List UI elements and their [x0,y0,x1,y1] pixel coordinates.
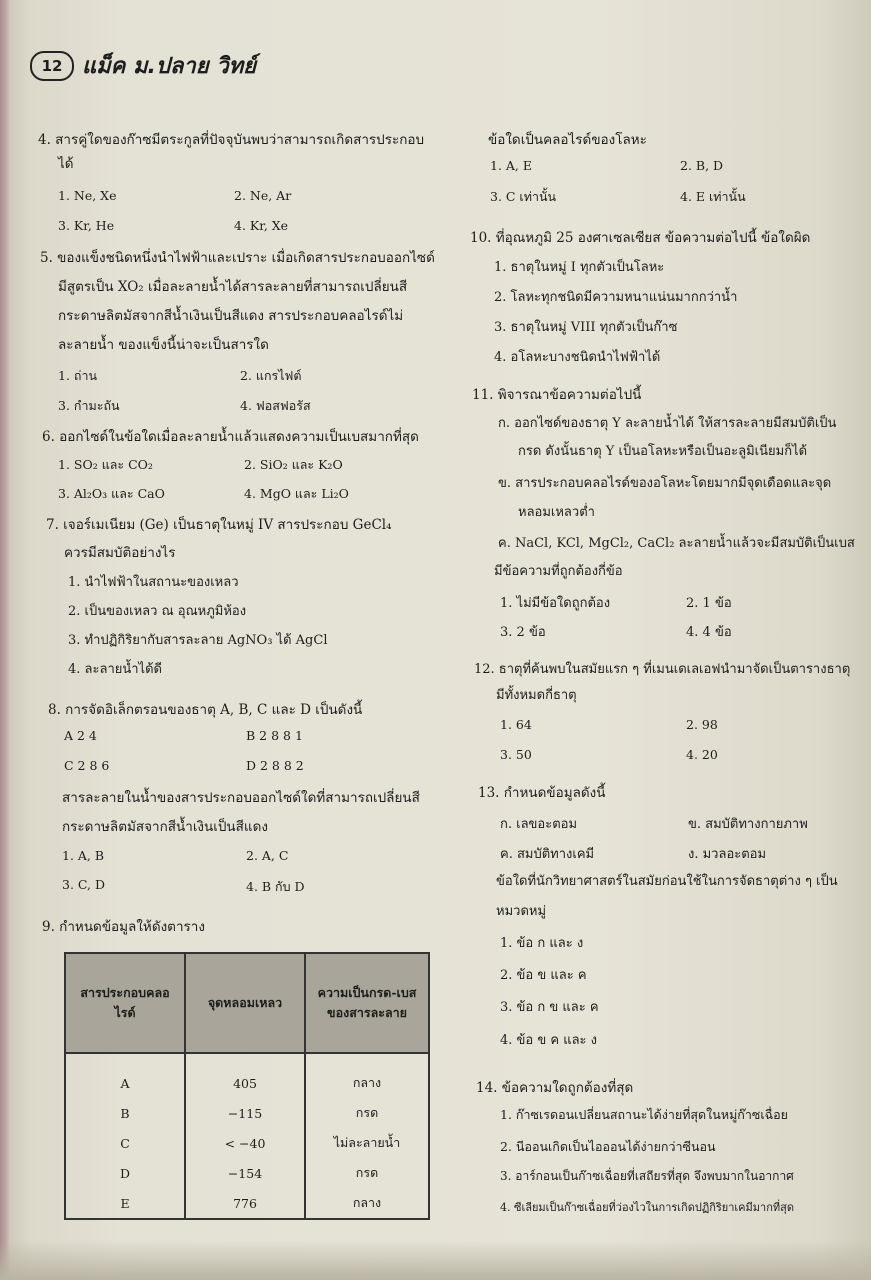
q10-option-2: 2. โลหะทุกชนิดมีความหนาแน่นมากกว่าน้ำ [494,290,738,305]
q5-line4: ละลายน้ำ ของแข็งนี้น่าจะเป็นสารใด [58,337,269,353]
brand-title: แม็ค ม.ปลาย วิทย์ [82,54,257,79]
q8-option-4: 4. B กับ D [246,879,305,894]
binding-edge [0,0,10,1280]
q4-option-3: 3. Kr, He [58,218,115,233]
q12-option-3: 3. 50 [500,747,532,762]
page-header [30,48,256,83]
q8-config-a: A 2 4 [64,728,97,743]
table-row [65,1098,429,1128]
q14-line1: 14. ข้อความใดถูกต้องที่สุด [476,1080,634,1096]
q9-line1: 9. กำหนดข้อมูลให้ดังตาราง [42,919,205,935]
q10-option-1: 1. ธาตุในหมู่ I ทุกตัวเป็นโลหะ [494,260,665,275]
q6-option-1: 1. SO₂ และ CO₂ [58,457,153,472]
q6-line1: 6. ออกไซด์ในข้อใดเมื่อละลายน้ำแล้วแสดงความเป็นเบสมากที่สุด [42,429,419,445]
table-header-row [65,953,429,1053]
q11-statement-a1: ก. ออกไซด์ของธาตุ Y ละลายน้ำได้ ให้สารละลายมีสมบัติเป็น [498,416,837,431]
q11-option-3: 3. 2 ข้อ [500,625,546,640]
q14-option-3: 3. อาร์กอนเป็นก๊าซเฉื่อยที่เสถียรที่สุด จึงพบมากในอากาศ [500,1169,794,1183]
table-cell: กรด [305,1158,429,1188]
q12-option-1: 1. 64 [500,717,532,732]
q13-item-d: ง. มวลอะตอม [688,847,767,862]
q9-option-3: 3. C เท่านั้น [490,189,557,204]
q13-option-4: 4. ข้อ ข ค และ ง [500,1033,598,1048]
q4-option-4: 4. Kr, Xe [234,218,289,233]
q13-line2: ข้อใดที่นักวิทยาศาสตร์ในสมัยก่อนใช้ในการจัดธาตุต่าง ๆ เป็น [496,874,838,889]
q14-option-1: 1. ก๊าซเรดอนเปลี่ยนสถานะได้ง่ายที่สุดในหมู่ก๊าซเฉื่อย [500,1107,788,1122]
table-row [65,1158,429,1188]
q9-option-1: 1. A, E [490,158,532,173]
q8-option-1: 1. A, B [62,848,105,863]
q11-option-2: 2. 1 ข้อ [686,596,732,611]
q13-option-2: 2. ข้อ ข และ ค [500,968,587,983]
table-cell: 405 [185,1053,305,1098]
table-row [65,1128,429,1158]
q8-option-2: 2. A, C [246,848,289,863]
q11-question: มีข้อความที่ถูกต้องกี่ข้อ [494,564,623,579]
q8-config-b: B 2 8 8 1 [246,728,303,743]
table-cell: กลาง [305,1188,429,1219]
q4-option-1: 1. Ne, Xe [58,188,117,203]
q4-option-2: 2. Ne, Ar [234,188,292,203]
q13-item-c: ค. สมบัติทางเคมี [500,847,595,862]
q5-line2: มีสูตรเป็น XO₂ เมื่อละลายน้ำได้สารละลายที่สามารถเปลี่ยนสี [58,279,408,295]
table-header-acid-base: ความเป็นกรด-เบสของสารละลาย [305,953,429,1053]
q9-table [64,952,430,1220]
q13-item-b: ข. สมบัติทางกายภาพ [688,817,808,832]
q8-config-c: C 2 8 6 [64,758,110,773]
page-shadow [0,1240,871,1280]
q13-option-1: 1. ข้อ ก และ ง [500,936,584,951]
table-cell: กรด [305,1098,429,1128]
q5-option-4: 4. ฟอสฟอรัส [240,398,311,413]
table-cell: D [65,1158,185,1188]
q7-line1: 7. เจอร์เมเนียม (Ge) เป็นธาตุในหมู่ IV สารประกอบ GeCl₄ [46,517,392,533]
q10-option-4: 4. อโลหะบางชนิดนำไฟฟ้าได้ [494,350,661,365]
page-number: 12 [30,51,74,81]
q7-option-4: 4. ละลายน้ำได้ดี [68,662,162,677]
q10-option-3: 3. ธาตุในหมู่ VIII ทุกตัวเป็นก๊าซ [494,320,678,335]
q7-option-3: 3. ทำปฏิกิริยากับสารละลาย AgNO₃ ได้ AgCl [68,633,328,648]
q14-option-4: 4. ซีเลียมเป็นก๊าซเฉื่อยที่ว่องไวในการเกิดปฏิกิริยาเคมีมากที่สุด [500,1201,794,1214]
table-cell: B [65,1098,185,1128]
q7-option-2: 2. เป็นของเหลว ณ อุณหภูมิห้อง [68,604,247,619]
q5-option-3: 3. กำมะถัน [58,398,120,413]
q7-option-1: 1. นำไฟฟ้าในสถานะของเหลว [68,575,239,590]
table-cell: 776 [185,1188,305,1219]
table-header-compound: สารประกอบคลอไรด์ [65,953,185,1053]
q4-line1: 4. สารคู่ใดของก๊าซมีตระกูลที่ปัจจุบันพบว่าสามารถเกิดสารประกอบ [38,132,425,148]
q11-option-1: 1. ไม่มีข้อใดถูกต้อง [500,596,611,611]
table-cell: ไม่ละลายน้ำ [305,1128,429,1158]
table-cell: A [65,1053,185,1098]
q11-statement-b1: ข. สารประกอบคลอไรด์ของอโลหะโดยมากมีจุดเดือดและจุด [498,476,832,491]
table-cell: −154 [185,1158,305,1188]
q8-config-d: D 2 8 8 2 [246,758,304,773]
q11-line1: 11. พิจารณาข้อความต่อไปนี้ [472,387,642,403]
q12-line2: มีทั้งหมดกี่ธาตุ [496,688,577,703]
q5-option-2: 2. แกรไฟต์ [240,368,302,383]
q13-option-3: 3. ข้อ ก ข และ ค [500,1000,599,1015]
q5-option-1: 1. ถ่าน [58,368,98,383]
q13-item-a: ก. เลขอะตอม [500,817,578,832]
q9-tail: ข้อใดเป็นคลอไรด์ของโลหะ [488,132,647,148]
q14-option-2: 2. นีออนเกิดเป็นไอออนได้ง่ายกว่าซีนอน [500,1139,716,1154]
q13-line3: หมวดหมู่ [496,904,547,919]
q10-line1: 10. ที่อุณหภูมิ 25 องศาเซลเซียส ข้อความต่อไปนี้ ข้อใดผิด [470,230,811,246]
table-cell: กลาง [305,1053,429,1098]
q5-line3: กระดาษลิตมัสจากสีน้ำเงินเป็นสีแดง สารประกอบคลอไรด์ไม่ [58,308,404,324]
q12-option-2: 2. 98 [686,717,718,732]
q8-option-3: 3. C, D [62,877,105,892]
q11-statement-a2: กรด ดังนั้นธาตุ Y เป็นอโลหะหรือเป็นอะลูมิเนียมก็ได้ [518,444,808,459]
q9-option-2: 2. B, D [680,158,724,173]
table-row [65,1188,429,1219]
table-cell: −115 [185,1098,305,1128]
q6-option-4: 4. MgO และ Li₂O [244,486,349,501]
table-cell: < −40 [185,1128,305,1158]
q11-statement-b2: หลอมเหลวต่ำ [518,505,595,520]
q8-line3: กระดาษลิตมัสจากสีน้ำเงินเป็นสีแดง [62,819,268,835]
q5-line1: 5. ของแข็งชนิดหนึ่งนำไฟฟ้าและเปราะ เมื่อเกิดสารประกอบออกไซด์ [40,250,435,266]
q6-option-2: 2. SiO₂ และ K₂O [244,457,343,472]
q12-line1: 12. ธาตุที่ค้นพบในสมัยแรก ๆ ที่เมนเดเลเอฟนำมาจัดเป็นตารางธาตุ [474,662,851,677]
table-cell: C [65,1128,185,1158]
q11-statement-c: ค. NaCl, KCl, MgCl₂, CaCl₂ ละลายน้ำแล้วจะมีสมบัติเป็นเบส [498,536,855,551]
q12-option-4: 4. 20 [686,747,718,762]
q4-line2: ได้ [58,156,74,172]
q8-line1: 8. การจัดอิเล็กตรอนของธาตุ A, B, C และ D เป็นดังนี้ [48,702,363,718]
table-header-melting-point: จุดหลอมเหลว [185,953,305,1053]
q8-line2: สารละลายในน้ำของสารประกอบออกไซด์ใดที่สามารถเปลี่ยนสี [62,790,420,806]
q6-option-3: 3. Al₂O₃ และ CaO [58,486,165,501]
q11-option-4: 4. 4 ข้อ [686,625,732,640]
q7-line2: ควรมีสมบัติอย่างไร [64,545,176,561]
table-cell: E [65,1188,185,1219]
q9-option-4: 4. E เท่านั้น [680,189,746,204]
q13-line1: 13. กำหนดข้อมูลดังนี้ [478,785,606,801]
table-row [65,1053,429,1098]
